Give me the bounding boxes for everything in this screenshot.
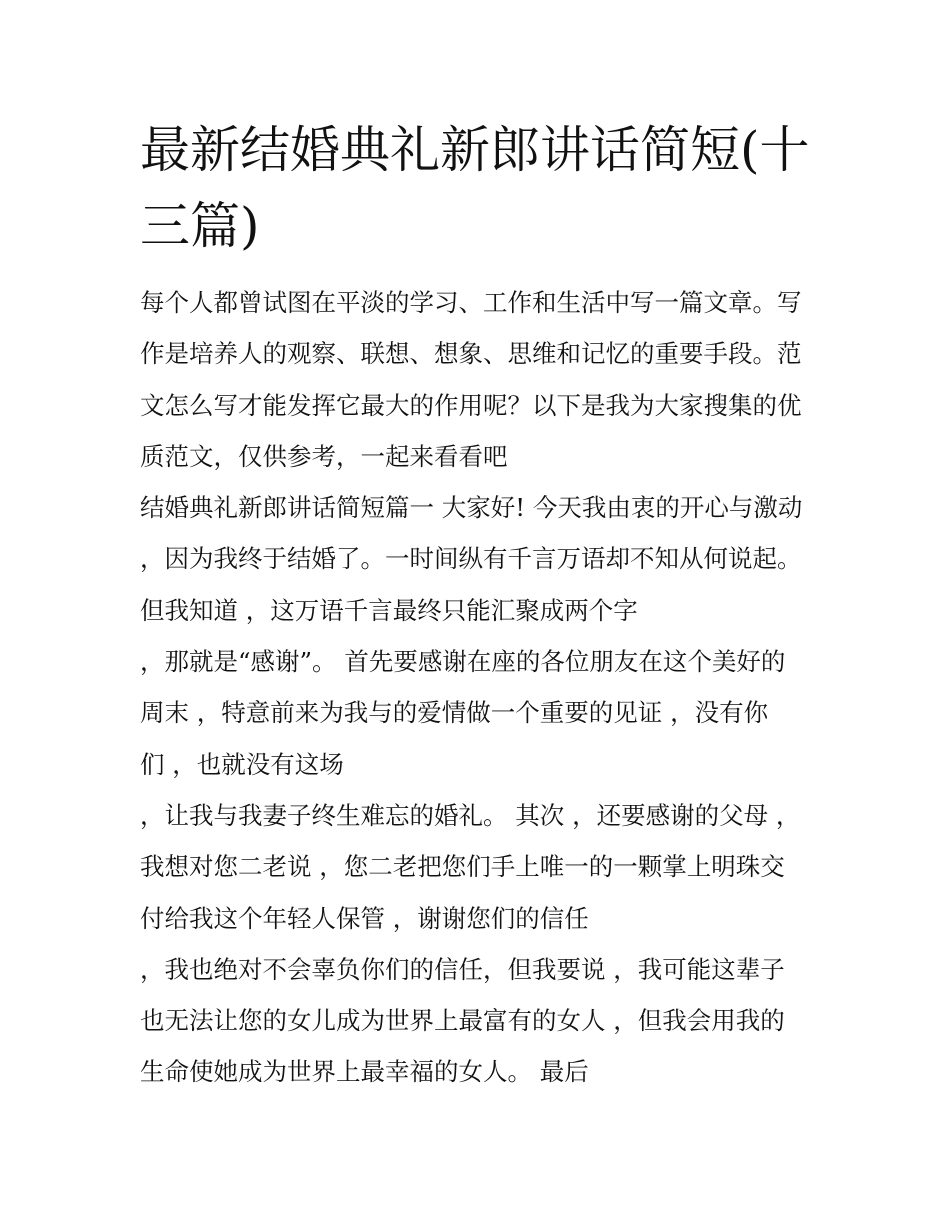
body-line: 付给我这个年轻人保管 ，谢谢您们的信任 xyxy=(140,903,589,933)
body-line: 每个人都曾试图在平淡的学习、工作和生活中写一篇文章。写 xyxy=(140,288,802,317)
body-line: 作是培养人的观察、联想、想象、思维和记忆的重要手段。范 xyxy=(140,339,802,369)
body-line: 也无法让您的女儿成为世界上最富有的女人 ，但我会用我的 xyxy=(140,1006,785,1036)
body-line: ，让我与我妻子终生难忘的婚礼。 其次 ，还要感谢的父母 ， xyxy=(140,800,801,830)
body-line: ，我也绝对不会辜负你们的信任，但我要说 ，我可能这辈子 xyxy=(140,954,785,984)
body-line: 们 ，也就没有这场 xyxy=(140,749,344,779)
body-line: ，因为我终于结婚了。一时间纵有千言万语却不知从何说起。 xyxy=(140,544,802,574)
body-line: 文怎么写才能发挥它最大的作用呢？以下是我为大家搜集的优 xyxy=(140,390,802,420)
body-line: 质范文，仅供参考，一起来看看吧 xyxy=(140,441,508,471)
body-line: ，那就是“感谢”。 首先要感谢在座的各位朋友在这个美好的 xyxy=(140,647,786,677)
body-line: 周末 ，特意前来为我与的爱情做一个重要的见证 ，没有你 xyxy=(140,698,769,728)
document-body xyxy=(140,277,830,1098)
body-line: 生命使她成为世界上最幸福的女人。 最后 xyxy=(140,1057,589,1087)
body-line: 我想对您二老说 ，您二老把您们手上唯一的一颗掌上明珠交 xyxy=(140,852,785,882)
document-title xyxy=(140,112,820,264)
body-line: 结婚典礼新郎讲话简短篇一 大家好! 今天我由衷的开心与激动 xyxy=(140,493,803,523)
title-line-1: 最新结婚典礼新郎讲话简短(十 xyxy=(140,121,810,179)
title-line-2: 三篇) xyxy=(140,197,260,255)
body-line: 但我知道 ，这万语千言最终只能汇聚成两个字 xyxy=(140,595,638,625)
